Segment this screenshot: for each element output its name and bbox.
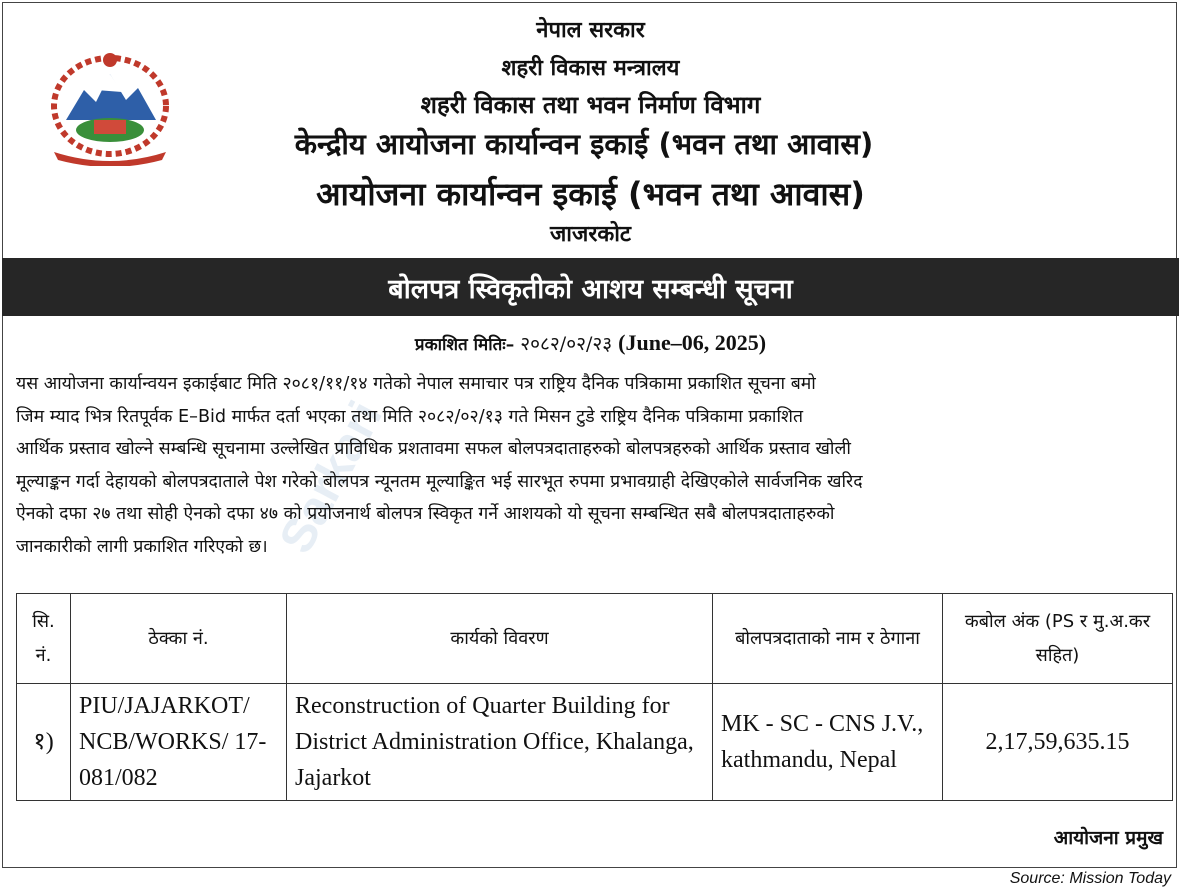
header-contract-no: ठेक्का नं.: [71, 594, 287, 684]
body-line: आर्थिक प्रस्ताव खोल्ने सम्बन्धि सूचनामा उल्लेखित प्राविधिक प्रशतावमा सफल बोलपत्रदाताहरुको बोलपत्रहरुको आर्थिक प्रस्ताव खोली: [16, 439, 851, 459]
body-line: यस आयोजना कार्यान्वयन इकाईबाट मिति २०८१/११/१४ गतेको नेपाल समाचार पत्र राष्ट्रिय दैनिक पत्रिकामा प्रकाशित सूचना बमो: [16, 374, 816, 394]
published-date: [0, 330, 1181, 356]
body-line: ऐनको दफा २७ तथा सोही ऐनको दफा ४७ को प्रयोजनार्थ बोलपत्र स्विकृत गर्ने आशयको यो सूचना सम्बन्धित सबै बोलपत्रदाताहरुको: [16, 504, 835, 524]
body-line: जिम म्याद भित्र रितपूर्वक E–Bid मार्फत दर्ता भएका तथा मिति २०८२/०२/१३ गते मिसन टुडे राष्ट्रिय दैनिक पत्रिकामा प्रकाशित: [16, 406, 804, 427]
cell-description: Reconstruction of Quarter Building for District Administration Office, Khalanga, Jajarkot: [287, 684, 713, 801]
table-header-row: [17, 594, 1173, 684]
body-line: जानकारीको लागी प्रकाशित गरिएको छ।: [16, 536, 268, 557]
published-date-np: २०८२/०२/२३: [520, 333, 613, 355]
project-unit-title: आयोजना कार्यान्वन इकाई (भवन तथा आवास): [316, 175, 865, 213]
notice-body: [16, 368, 1170, 563]
award-table: [16, 593, 1173, 801]
header-amount: कबोल अंक (PS र मु.अ.कर सहित): [943, 594, 1173, 684]
notice-title: बोलपत्र स्विकृतीको आशय सम्बन्धी सूचना: [388, 273, 793, 305]
cell-amount: 2,17,59,635.15: [943, 684, 1173, 801]
header-sn: सि. नं.: [17, 594, 71, 684]
department-title: शहरी विकास तथा भवन निर्माण विभाग: [420, 91, 761, 119]
cell-bidder: MK - SC - CNS J.V., kathmandu, Nepal: [713, 684, 943, 801]
ministry-title: शहरी विकास मन्त्रालय: [501, 56, 680, 81]
published-label: प्रकाशित मितिः–: [414, 335, 515, 355]
government-title: नेपाल सरकार: [536, 18, 645, 43]
body-line: मूल्याङ्कन गर्दा देहायको बोलपत्रदाताले पेश गरेको बोलपत्र न्यूनतम मूल्याङ्कित भई सारभूत रुपमा प्रभावग्राही देखिएकोले सार्वजनिक खरिद: [16, 471, 863, 492]
cell-sn: १): [17, 684, 71, 801]
signoff: आयोजना प्रमुख: [1053, 827, 1163, 849]
central-unit-title: केन्द्रीय आयोजना कार्यान्वन इकाई (भवन तथा आवास): [294, 127, 874, 161]
header-description: कार्यको विवरण: [287, 594, 713, 684]
notice-banner: [2, 258, 1179, 316]
location-title: जाजरकोट: [549, 222, 632, 247]
cell-contract-no: PIU/JAJARKOT/ NCB/WORKS/ 17-081/082: [71, 684, 287, 801]
source-credit: Source: Mission Today: [1009, 870, 1171, 887]
table-row: [17, 684, 1173, 801]
header-bidder: बोलपत्रदाताको नाम र ठेगाना: [713, 594, 943, 684]
watermark: Sarkari: [269, 393, 394, 562]
published-date-en: (June–06, 2025): [618, 330, 767, 355]
